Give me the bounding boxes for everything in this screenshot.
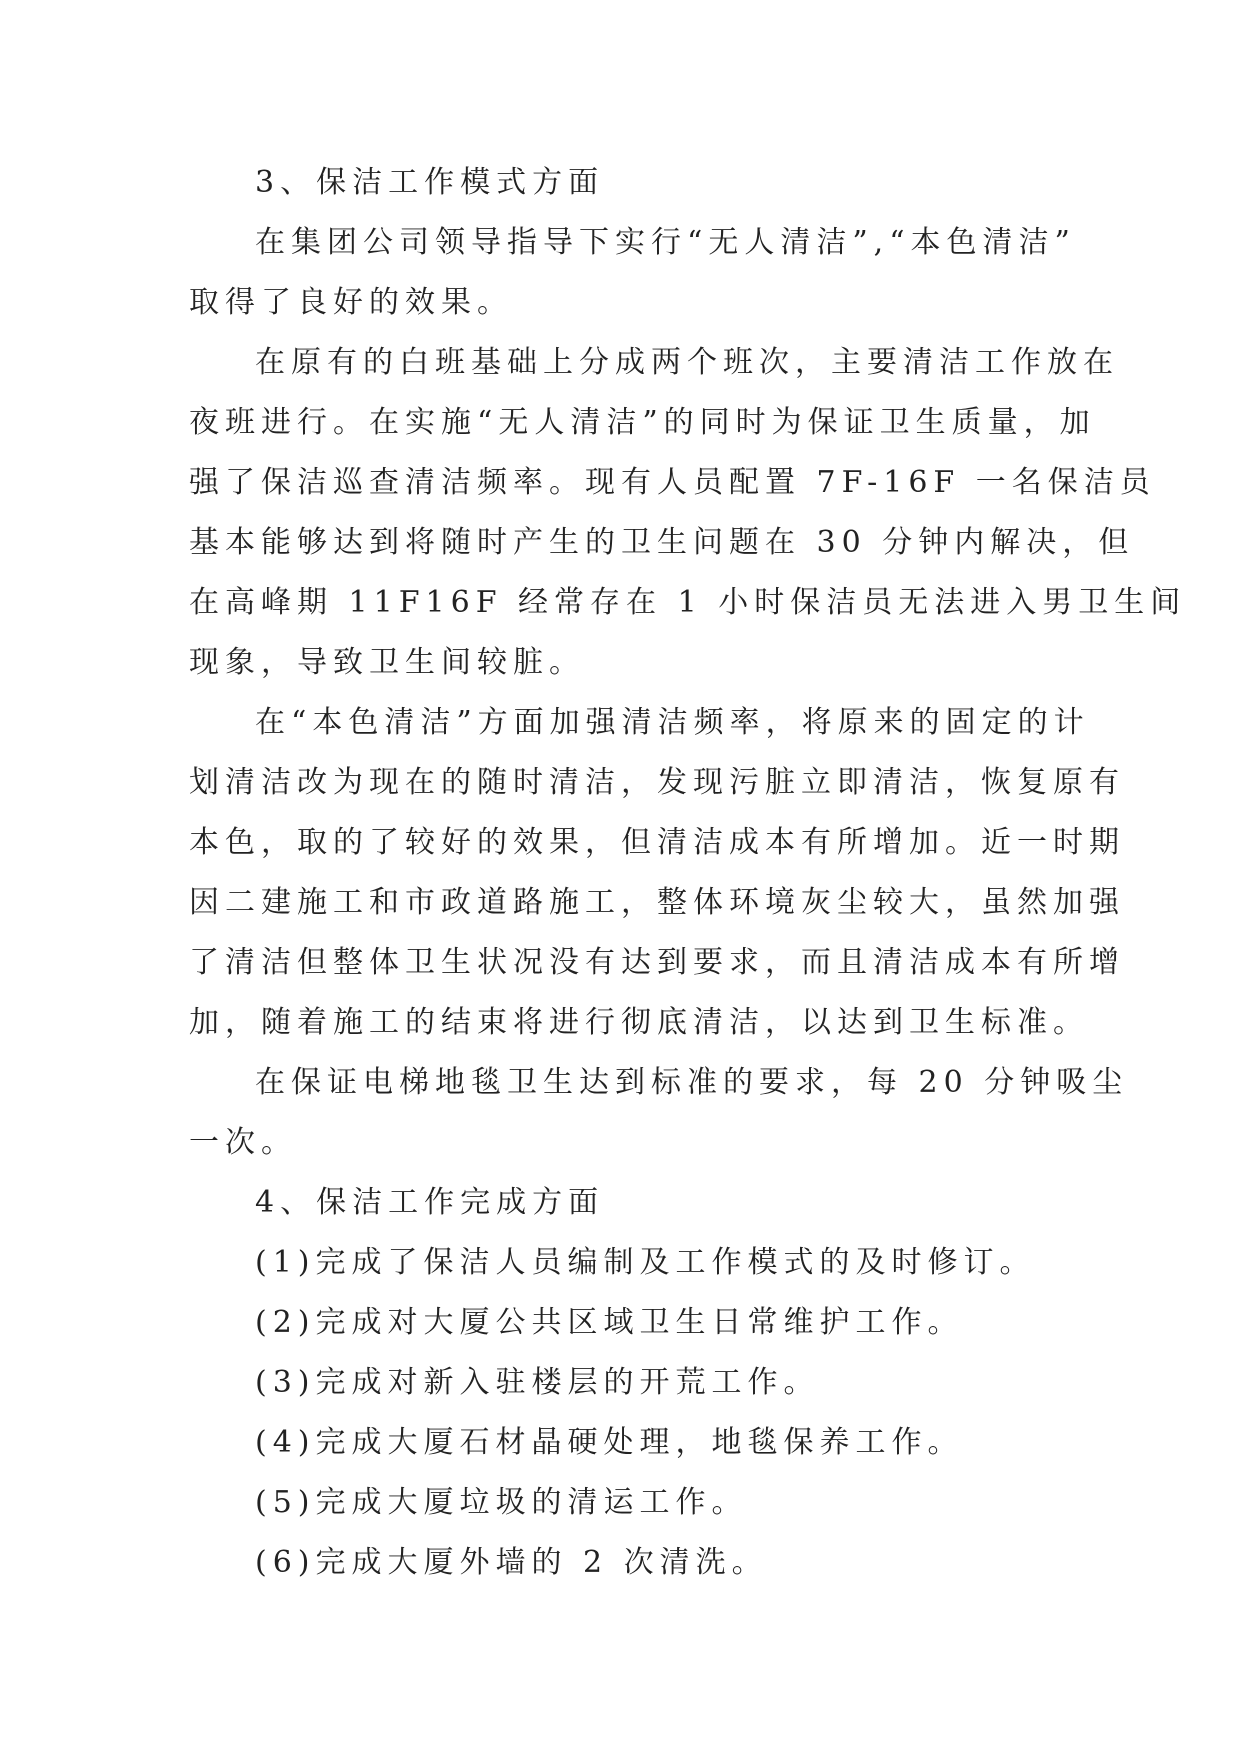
list-item: (2)完成对大厦公共区域卫生日常维护工作。 — [255, 1305, 964, 1340]
list-item: (3)完成对新入驻楼层的开荒工作。 — [255, 1365, 820, 1400]
list-item: (4)完成大厦石材晶硬处理，地毯保养工作。 — [255, 1425, 964, 1460]
paragraph-line: 强了保洁巡查清洁频率。现有人员配置 7F-16F 一名保洁员 — [189, 465, 1156, 500]
paragraph-line: 夜班进行。在实施“无人清洁”的同时为保证卫生质量，加 — [189, 405, 1096, 440]
paragraph-line: 加，随着施工的结束将进行彻底清洁，以达到卫生标准。 — [189, 1005, 1089, 1040]
section-heading: 4、保洁工作完成方面 — [255, 1185, 605, 1220]
paragraph-line: 在原有的白班基础上分成两个班次，主要清洁工作放在 — [255, 345, 1119, 380]
list-item: (1)完成了保洁人员编制及工作模式的及时修订。 — [255, 1245, 1036, 1280]
paragraph-line: 了清洁但整体卫生状况没有达到要求，而且清洁成本有所增 — [189, 945, 1125, 980]
paragraph-line: 在高峰期 11F16F 经常存在 1 小时保洁员无法进入男卫生间 — [189, 585, 1187, 620]
paragraph-line: 一次。 — [189, 1125, 297, 1160]
paragraph-line: 取得了良好的效果。 — [189, 285, 513, 320]
section-heading: 3、保洁工作模式方面 — [255, 165, 605, 200]
paragraph-line: 现象，导致卫生间较脏。 — [189, 645, 585, 680]
paragraph-line: 本色，取的了较好的效果，但清洁成本有所增加。近一时期 — [189, 825, 1125, 860]
paragraph-line: 划清洁改为现在的随时清洁，发现污脏立即清洁，恢复原有 — [189, 765, 1125, 800]
paragraph-line: 因二建施工和市政道路施工，整体环境灰尘较大，虽然加强 — [189, 885, 1125, 920]
paragraph-line: 在“本色清洁”方面加强清洁频率，将原来的固定的计 — [255, 705, 1090, 740]
list-item: (6)完成大厦外墙的 2 次清洗。 — [255, 1545, 768, 1580]
paragraph-line: 基本能够达到将随时产生的卫生问题在 30 分钟内解决，但 — [189, 525, 1135, 560]
paragraph-line: 在保证电梯地毯卫生达到标准的要求，每 20 分钟吸尘 — [255, 1065, 1129, 1100]
paragraph-line: 在集团公司领导指导下实行“无人清洁”,“本色清洁” — [255, 225, 1076, 260]
list-item: (5)完成大厦垃圾的清运工作。 — [255, 1485, 748, 1520]
